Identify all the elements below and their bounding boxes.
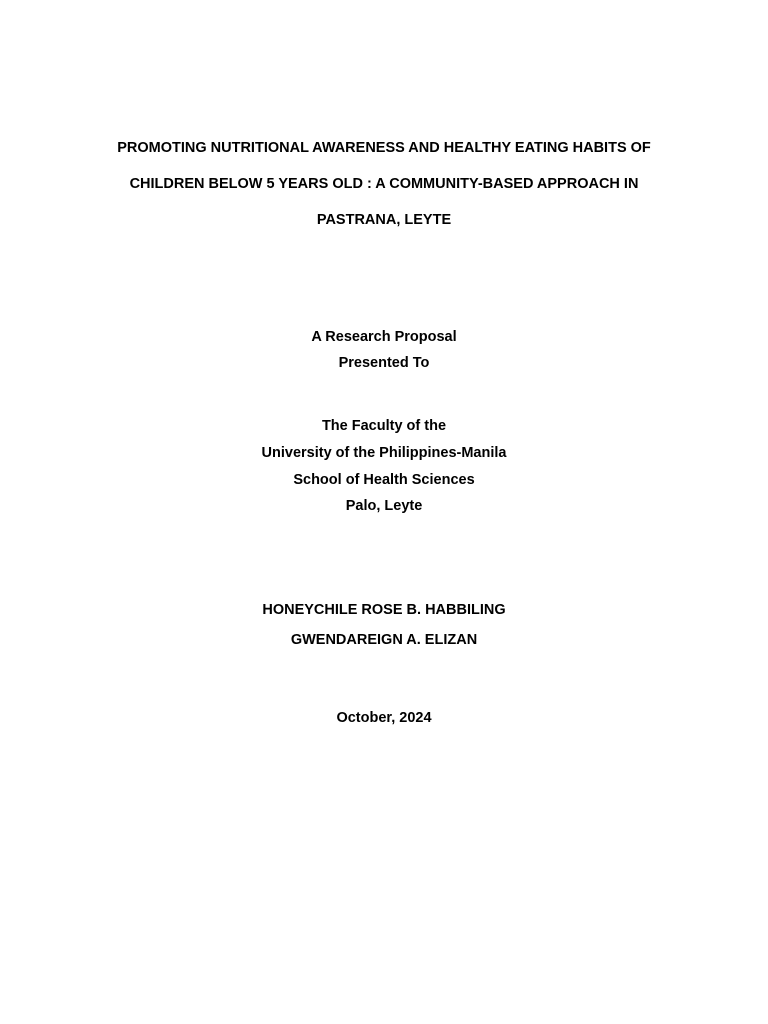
institution-line-3: School of Health Sciences	[293, 472, 475, 488]
author-1: HONEYCHILE ROSE B. HABBILING	[262, 602, 506, 618]
institution-line-2: University of the Philippines-Manila	[261, 445, 507, 461]
author-2: GWENDAREIGN A. ELIZAN	[290, 632, 478, 648]
proposal-line-2: Presented To	[338, 355, 430, 371]
title-line-3: PASTRANA, LEYTE	[316, 212, 452, 228]
title-line-2: CHILDREN BELOW 5 YEARS OLD : A COMMUNITY-BASED APPROACH IN	[129, 176, 639, 192]
institution-line-4: Palo, Leyte	[345, 498, 423, 514]
title-line-1: PROMOTING NUTRITIONAL AWARENESS AND HEALTHY EATING HABITS OF	[117, 140, 651, 156]
institution-line-1: The Faculty of the	[321, 418, 447, 434]
date: October, 2024	[336, 710, 432, 726]
proposal-line-1: A Research Proposal	[311, 329, 457, 345]
